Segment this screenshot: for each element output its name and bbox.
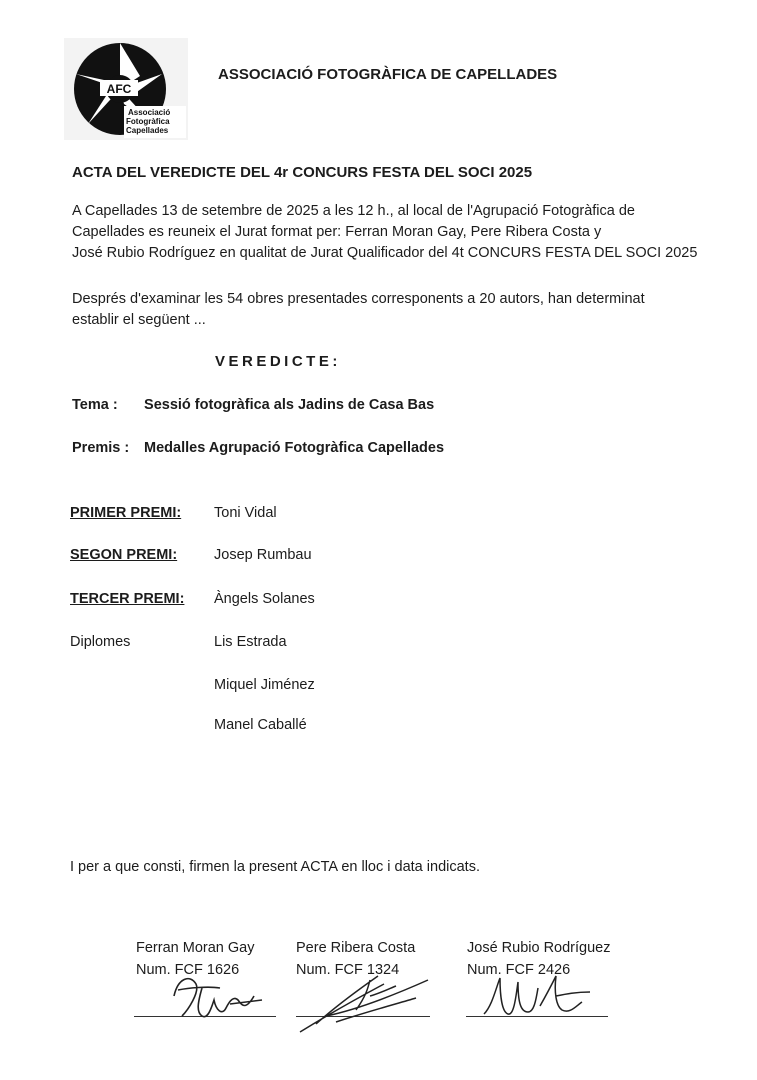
aperture-logo-icon — [64, 38, 188, 140]
premis-label: Premis : — [72, 440, 130, 456]
intro-line: José Rubio Rodríguez en qualitat de Jurat Qualificador del 4t CONCURS FESTA DEL SOCI 2025 — [72, 245, 698, 261]
diploma-winner: Manel Caballé — [214, 717, 307, 733]
tema-row — [72, 397, 434, 413]
diplomes-label: Diplomes — [70, 634, 131, 650]
first-prize-label: PRIMER PREMI: — [70, 505, 182, 521]
organization-name: ASSOCIACIÓ FOTOGRÀFICA DE CAPELLADES — [218, 66, 558, 83]
premis-value: Medalles Agrupació Fotogràfica Capellades — [144, 440, 445, 456]
premis-row — [72, 440, 444, 456]
svg-text:Capellades: Capellades — [126, 126, 169, 135]
closing-statement: I per a que consti, firmen la present ACTA en lloc i data indicats. — [70, 859, 480, 875]
second-prize-winner: Josep Rumbau — [214, 547, 312, 563]
signatory-number: Num. FCF 1324 — [296, 962, 400, 978]
svg-text:Associació: Associació — [128, 108, 171, 117]
signature-2-icon — [296, 966, 436, 1036]
signatory-name: Ferran Moran Gay — [136, 940, 255, 956]
diploma-winner: Miquel Jiménez — [214, 677, 315, 693]
signatory-number: Num. FCF 1626 — [136, 962, 240, 978]
tema-value: Sessió fotogràfica als Jadins de Casa Bas — [144, 397, 435, 413]
afc-logo — [64, 38, 188, 140]
first-prize-winner: Toni Vidal — [214, 505, 277, 521]
signature-3-icon — [478, 966, 598, 1026]
signatory-number: Num. FCF 2426 — [467, 962, 571, 978]
second-prize-label: SEGON PREMI: — [70, 547, 178, 563]
signatory-name: Pere Ribera Costa — [296, 940, 416, 956]
third-prize-winner: Àngels Solanes — [214, 591, 315, 607]
document-title: ACTA DEL VEREDICTE DEL 4r CONCURS FESTA DEL SOCI 2025 — [72, 164, 533, 181]
examination-line: Després d'examinar les 54 obres presentades corresponents a 20 autors, han determinat — [72, 291, 645, 307]
svg-text:AFC: AFC — [106, 82, 132, 96]
examination-line: establir el següent ... — [72, 312, 206, 328]
intro-line: Capellades es reuneix el Jurat format per: Ferran Moran Gay, Pere Ribera Costa y — [72, 224, 602, 240]
signature-1-icon — [168, 966, 268, 1026]
diploma-winner: Lis Estrada — [214, 634, 287, 650]
examination-paragraph — [72, 289, 645, 331]
tema-label: Tema : — [72, 397, 118, 413]
intro-paragraph — [72, 201, 697, 264]
intro-line: A Capellades 13 de setembre de 2025 a les 12 h., al local de l'Agrupació Fotogràfica de — [72, 203, 635, 219]
svg-text:Fotogràfica: Fotogràfica — [126, 117, 170, 126]
verdict-heading: VEREDICTE: — [215, 353, 341, 370]
third-prize-label: TERCER PREMI: — [70, 591, 185, 607]
signatory-name: José Rubio Rodríguez — [467, 940, 611, 956]
